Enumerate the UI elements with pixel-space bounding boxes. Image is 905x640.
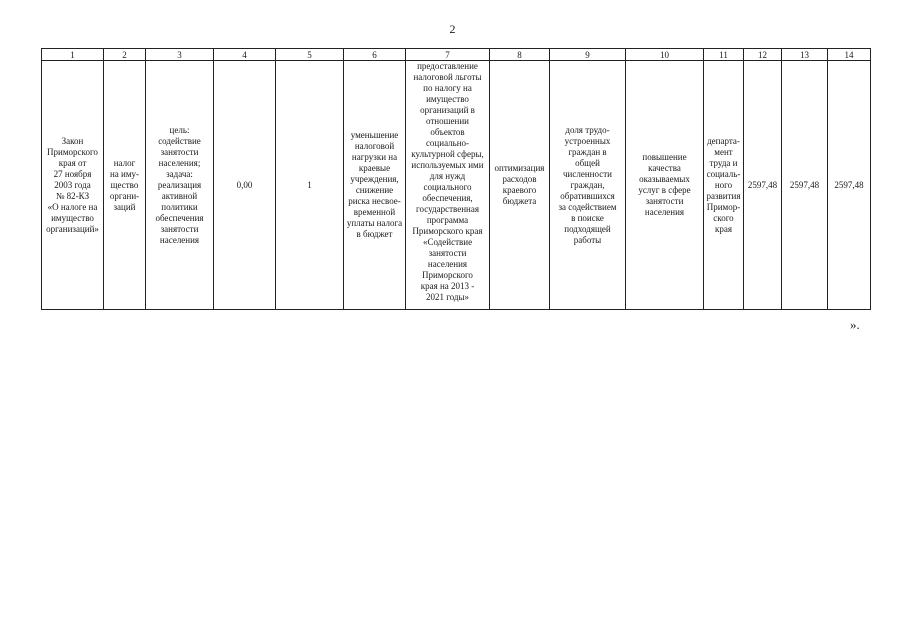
closing-quote-mark: ». (850, 317, 860, 332)
page-number: 2 (449, 22, 456, 36)
column-header-3: 3 (146, 49, 214, 61)
cell-tax-type: налог на иму- щество органи- заций (104, 61, 146, 310)
column-header-2: 2 (104, 49, 146, 61)
cell-goal-task: цель: содействие занятости населения; задача: реализация активной политики обеспечения занятости населения (146, 61, 214, 310)
column-header-1: 1 (42, 49, 104, 61)
cell-value: 0,00 (214, 61, 276, 310)
cell-amount-12: 2597,48 (744, 61, 782, 310)
header-row (42, 49, 871, 61)
tax-benefit-table (41, 48, 871, 310)
cell-law: Закон Приморского края от 27 ноября 2003 года № 82-КЗ «О налоге на имущество организаций» (42, 61, 104, 310)
cell-employment-share: доля трудо- устроенных граждан в общей численности граждан, обратившихся за содействием в поиске подходящей работы (550, 61, 626, 310)
column-header-4: 4 (214, 49, 276, 61)
column-header-9: 9 (550, 49, 626, 61)
column-header-5: 5 (276, 49, 344, 61)
cell-service-quality: повышение качества оказываемых услуг в сфере занятости населения (626, 61, 704, 310)
cell-benefit-program: предоставление налоговой льготы по налогу на имущество организаций в отношении объектов социально- культурной сферы, используемых ими для нужд социального обеспечения, государственная программа Приморского края «Содействие занятости населения Приморского края на 2013 - 2021 годы» (406, 61, 490, 310)
column-header-7: 7 (406, 49, 490, 61)
column-header-10: 10 (626, 49, 704, 61)
table-row (42, 61, 871, 310)
column-header-6: 6 (344, 49, 406, 61)
cell-count: 1 (276, 61, 344, 310)
column-header-14: 14 (828, 49, 871, 61)
cell-department: департа- мент труда и социаль- ного развития Примор- ского края (704, 61, 744, 310)
column-header-12: 12 (744, 49, 782, 61)
cell-optimization: оптимизация расходов краевого бюджета (490, 61, 550, 310)
cell-reduction: уменьшение налоговой нагрузки на краевые учреждения, снижение риска несвое- временной уплаты налога в бюджет (344, 61, 406, 310)
column-header-11: 11 (704, 49, 744, 61)
column-header-8: 8 (490, 49, 550, 61)
cell-amount-14: 2597,48 (828, 61, 871, 310)
column-header-13: 13 (782, 49, 828, 61)
cell-amount-13: 2597,48 (782, 61, 828, 310)
